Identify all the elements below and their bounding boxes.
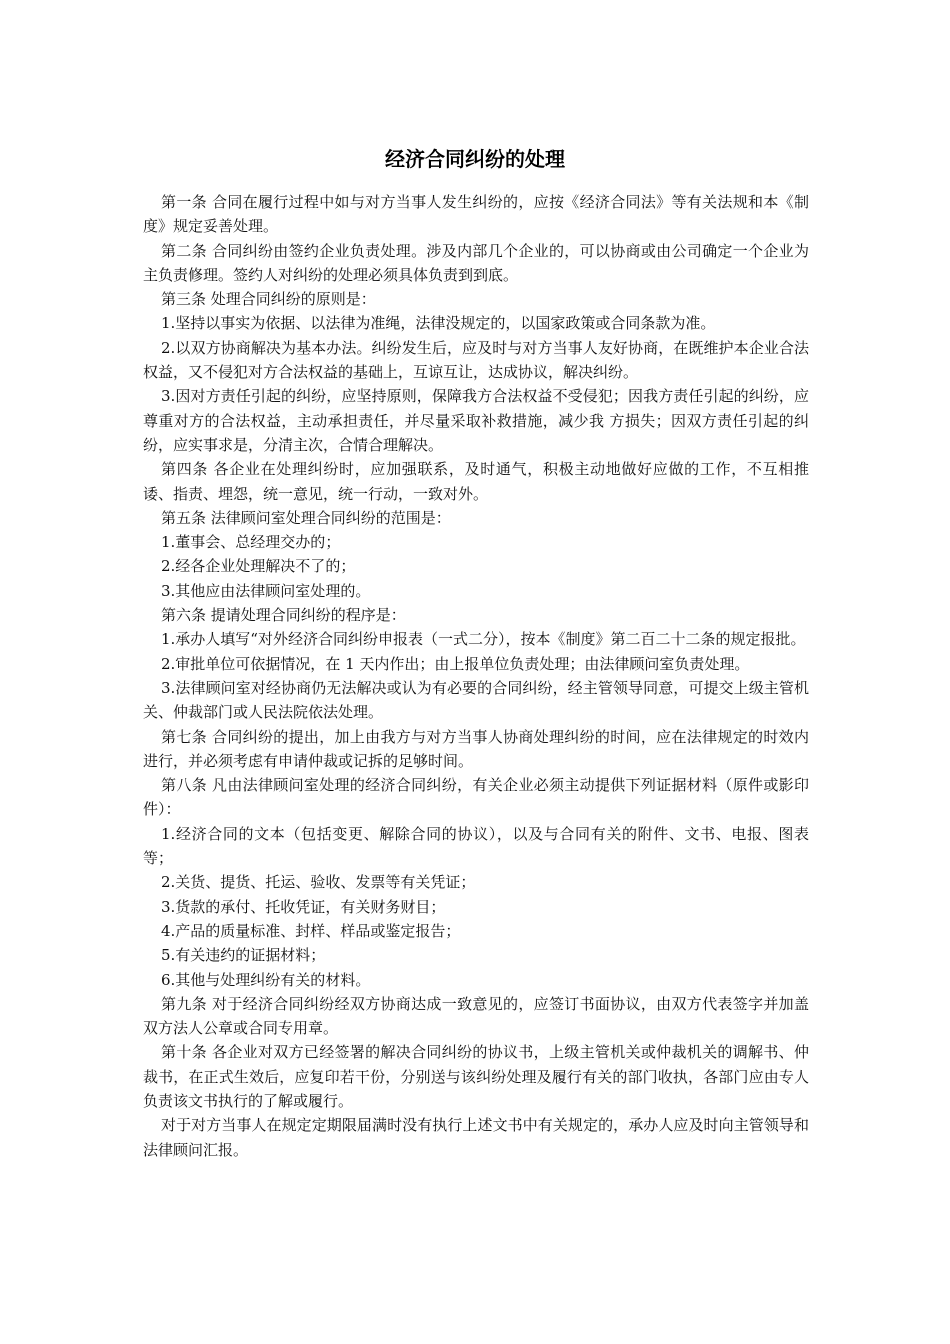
list-item: 1.董事会、总经理交办的；	[161, 533, 341, 552]
paragraph-article-9: 第九条 对于经济合同纠纷经双方协商达成一致意见的，应签订书面协议，由双方代表签字并加盖双方法人公章或合同专用章。	[143, 994, 809, 1038]
list-item: 2.关货、提货、托运、验收、发票等有关凭证；	[161, 873, 476, 892]
list-item: 6.其他与处理纠纷有关的材料。	[161, 970, 371, 989]
paragraph-article-5: 第五条 法律顾问室处理合同纠纷的范围是：	[161, 508, 451, 527]
list-item: 2.经各企业处理解决不了的；	[161, 557, 356, 576]
list-item: 3.货款的承付、托收凭证，有关财务财目；	[161, 897, 446, 916]
document-body	[143, 190, 809, 1162]
list-item: 3.其他应由法律顾问室处理的。	[161, 581, 371, 600]
paragraph-article-3: 第三条 处理合同纠纷的原则是：	[161, 290, 376, 309]
list-item: 1.承办人填写“对外经济合同纠纷申报表（一式二分），按本《制度》第二百二十二条的规定报批。	[161, 630, 806, 649]
list-item: 2.审批单位可依据情况，在 1 天内作出；由上报单位负责处理；由法律顾问室负责处理。	[161, 654, 750, 673]
paragraph-article-2: 第二条 合同纠纷由签约企业负责处理。涉及内部几个企业的，可以协商或由公司确定一个企业为主负责修理。签约人对纠纷的处理必须具体负责到到底。	[143, 241, 809, 284]
list-item: 1.坚持以事实为依据、以法律为准绳，法律没规定的，以国家政策或合同条款为准。	[161, 314, 716, 333]
list-item: 5.有关违约的证据材料；	[161, 946, 326, 965]
list-item: 3.法律顾问室对经协商仍无法解决或认为有必要的合同纠纷，经主管领导同意，可提交上级主管机关、仲裁部门或人民法院依法处理。	[143, 678, 809, 722]
paragraph-article-8: 第八条 凡由法律顾问室处理的经济合同纠纷，有关企业必须主动提供下列证据材料（原件或影印件）：	[143, 776, 809, 819]
list-item: 2.以双方协商解决为基本办法。纠纷发生后，应及时与对方当事人友好协商，在既维护本企业合法权益，又不侵犯对方合法权益的基础上，互谅互让，达成协议，解决纠纷。	[143, 338, 809, 382]
paragraph-article-6: 第六条 提请处理合同纠纷的程序是：	[161, 606, 406, 625]
paragraph-article-10: 第十条 各企业对双方已经签署的解决合同纠纷的协议书，上级主管机关或仲裁机关的调解书、仲裁书，在正式生效后，应复印若干份，分别送与该纠纷处理及履行有关的部门收执，各部门应由专人负责该文书执行的了解或履行。	[143, 1043, 809, 1110]
list-item: 3.因对方责任引起的纠纷，应坚持原则，保障我方合法权益不受侵犯；因我方责任引起的纠纷，应尊重对方的合法权益，主动承担责任，并尽量采取补救措施，减少我 方损失；因双方责任引起的纠纷，应实事求是，分清主次，合情合理解决。	[143, 387, 809, 454]
document-title: 经济合同纠纷的处理	[385, 147, 565, 171]
paragraph-article-7: 第七条 合同纠纷的提出，加上由我方与对方当事人协商处理纠纷的时间，应在法律规定的时效内进行，并必须考虑有申请仲裁或记拆的足够时间。	[143, 727, 809, 770]
list-item: 4.产品的质量标准、封样、样品或鉴定报告；	[161, 921, 461, 940]
paragraph-article-4: 第四条 各企业在处理纠纷时，应加强联系，及时通气，积极主动地做好应做的工作，不互相推诿、指责、埋怨，统一意见，统一行动，一致对外。	[143, 460, 809, 503]
paragraph-article-1: 第一条 合同在履行过程中如与对方当事人发生纠纷的，应按《经济合同法》等有关法规和本《制度》规定妥善处理。	[143, 193, 809, 236]
paragraph-closing: 对于对方当事人在规定定期限届满时没有执行上述文书中有关规定的，承办人应及时向主管领导和法律顾问汇报。	[143, 1116, 809, 1159]
list-item: 1.经济合同的文本（包括变更、解除合同的协议），以及与合同有关的附件、文书、电报、图表等；	[143, 824, 809, 868]
